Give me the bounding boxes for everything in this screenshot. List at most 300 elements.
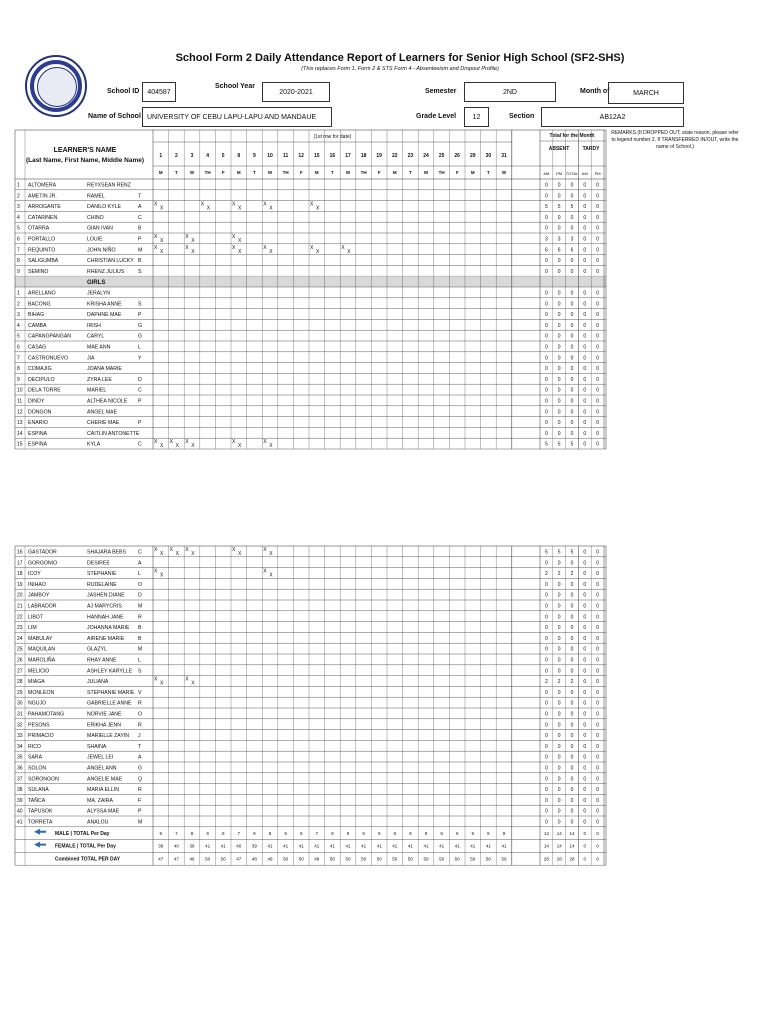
summary-value: 0 (596, 808, 599, 815)
row-number: 24 (17, 635, 23, 642)
summary-value: 0 (596, 268, 599, 275)
absent-mark-am: X (200, 201, 205, 208)
date-header: 25 (438, 153, 445, 159)
day-header: W (423, 170, 429, 175)
summary-value: 0 (583, 722, 587, 729)
absent-mark-pm: X (269, 248, 273, 255)
date-row-note: (1st row for date) (313, 134, 352, 140)
absent-mark-pm: X (316, 248, 320, 255)
female-total-sum: 14 (543, 843, 549, 849)
summary-value: 0 (557, 776, 561, 783)
boy-middle-initial: M (138, 247, 143, 254)
girl-middle-initial: Y (138, 355, 142, 362)
boy-last-name: SALIGUMBA (28, 258, 59, 265)
girl-last-name: DELA TORRE (28, 387, 61, 394)
row-number: 26 (17, 657, 23, 664)
female-total-value: 41 (439, 843, 445, 849)
boy-middle-initial: S (138, 268, 142, 275)
row-number: 7 (17, 355, 20, 362)
row-number: 36 (17, 765, 23, 772)
summary-value: 0 (570, 797, 574, 804)
summary-value: 0 (596, 409, 599, 416)
row-number: 37 (17, 776, 23, 783)
summary-value: 0 (583, 560, 587, 567)
summary-value: 0 (583, 236, 587, 243)
boy-last-name: CATARINEN (28, 214, 58, 221)
girl-last-name: LIM (28, 625, 37, 632)
summary-value: 5 (545, 441, 548, 448)
day-header: M (314, 170, 319, 175)
combined-total-value: 50 (470, 856, 476, 862)
summary-value: 0 (545, 776, 548, 783)
summary-value: 0 (557, 733, 561, 740)
form-title: School Form 2 Daily Attendance Report of Learners for Senior High School (SF2-SHS) (175, 52, 625, 64)
row-number: 6 (17, 344, 20, 351)
summary-value: 2 (545, 571, 548, 578)
summary-value: 0 (570, 398, 574, 405)
female-total-value: 41 (392, 843, 398, 849)
row-number: 1 (17, 290, 20, 297)
absent-mark-am: X (263, 201, 267, 208)
summary-value: 0 (557, 646, 561, 653)
day-header: TH (204, 170, 211, 175)
summary-value: 0 (557, 376, 561, 383)
girl-last-name: GORGONIO (28, 560, 58, 567)
male-total-value: 7 (175, 830, 178, 836)
summary-value: 5 (545, 549, 548, 556)
combined-total-value: 46 (189, 856, 195, 862)
girl-last-name: SOLON (28, 765, 47, 772)
summary-value: 0 (545, 743, 548, 750)
combined-total-sum: 0 (596, 856, 599, 862)
summary-value: 0 (557, 614, 561, 621)
row-number: 38 (17, 787, 23, 794)
summary-value: 0 (570, 420, 574, 427)
girl-first-name: RHAY ANNE (87, 657, 117, 664)
boy-first-name: LOUIE (87, 236, 103, 243)
day-header: M (236, 170, 241, 175)
male-total-value: 9 (221, 830, 225, 836)
absent-mark-pm: X (160, 572, 164, 579)
row-number: 17 (17, 560, 23, 567)
male-total-value: 7 (237, 830, 241, 836)
combined-total-value: 50 (454, 856, 460, 862)
girl-last-name: SARA (28, 754, 43, 761)
girl-last-name: SORONGON (28, 776, 59, 783)
absent-mark-pm: X (316, 205, 320, 212)
row-number: 3 (17, 312, 20, 319)
summary-value: 0 (545, 625, 548, 632)
summary-value: 0 (596, 560, 599, 567)
summary-value: 0 (583, 581, 587, 588)
summary-value: 0 (596, 290, 599, 297)
school-id-label: School ID (107, 88, 140, 95)
summary-value: 0 (545, 808, 548, 815)
summary-value: 0 (596, 787, 599, 794)
date-header: 12 (298, 153, 304, 159)
summary-value: 0 (557, 603, 561, 610)
summary-value: 0 (583, 301, 587, 308)
day-header: F (299, 170, 303, 175)
summary-value: 0 (570, 711, 574, 718)
summary-value: 0 (570, 409, 574, 416)
date-header: 26 (454, 153, 460, 159)
day-header: TH (360, 170, 367, 175)
boy-middle-initial: A (138, 204, 142, 211)
summary-value: 2 (570, 679, 574, 686)
row-number: 28 (17, 679, 23, 686)
boy-middle-initial: C (138, 214, 142, 221)
summary-value: 0 (570, 689, 574, 696)
absent-mark-pm: X (269, 551, 273, 557)
summary-value: 0 (557, 625, 561, 632)
summary-value: 0 (583, 646, 587, 653)
combined-total-value: 50 (205, 856, 211, 862)
summary-value: 0 (557, 420, 561, 427)
girl-last-name: CASAG (28, 344, 47, 351)
girl-last-name: RICO (28, 743, 41, 750)
summary-value: 0 (545, 312, 548, 319)
girl-middle-initial: M (138, 819, 143, 826)
girl-last-name: DINOY (28, 398, 45, 405)
section-label: Section (509, 113, 535, 120)
boy-last-name: PORTALLO (28, 236, 56, 243)
summary-value: 3 (545, 236, 548, 243)
girl-first-name: RUDELAINE (87, 581, 117, 588)
summary-value: 0 (545, 398, 548, 405)
summary-value: 0 (583, 571, 587, 578)
male-total-value: 9 (455, 830, 459, 836)
summary-value: 0 (545, 657, 548, 664)
male-total-value: 9 (440, 830, 443, 836)
male-total-sum: 14 (569, 830, 575, 836)
day-header: W (345, 170, 351, 175)
summary-value: 5 (570, 441, 574, 448)
summary-value: 0 (545, 560, 548, 567)
semester-label: Semester (425, 88, 457, 95)
girl-last-name: ESPINA (28, 430, 48, 437)
absent-mark-am: X (341, 244, 345, 251)
girl-last-name: CASTRONUEVO (28, 355, 69, 362)
date-header: 9 (253, 153, 256, 159)
summary-value: 0 (596, 182, 599, 189)
girl-first-name: KRISHA ANNE (87, 301, 122, 308)
combined-total-label: Combined TOTAL PER DAY (55, 856, 121, 863)
summary-value: 0 (596, 635, 599, 642)
date-header: 3 (190, 153, 194, 159)
summary-value: 0 (596, 376, 599, 383)
summary-value: 0 (570, 322, 574, 329)
learner-name-header: LEARNER'S NAME (53, 147, 117, 154)
absent-mark-am: X (310, 201, 314, 208)
row-number: 33 (17, 733, 23, 740)
girl-first-name: ASHLEY KARYLLE (87, 668, 133, 675)
boy-last-name: OTARRA (28, 225, 50, 232)
absent-mark-pm: X (191, 443, 195, 450)
girl-last-name: CAMBA (28, 322, 47, 329)
summary-value: 0 (545, 387, 548, 394)
summary-value: 0 (583, 635, 587, 642)
girl-middle-initial: M (138, 603, 143, 610)
month-field[interactable]: MARCH (608, 82, 684, 104)
boy-first-name: CHRISTIAN LUCKY (87, 258, 134, 265)
summary-value: 0 (596, 387, 599, 394)
girl-middle-initial: O (138, 581, 143, 588)
school-name-field[interactable]: UNIVERSITY OF CEBU LAPU-LAPU AND MANDAUE (142, 107, 332, 127)
summary-value: 0 (583, 398, 587, 405)
absent-mark-pm: X (269, 572, 273, 579)
summary-value: 0 (557, 743, 561, 750)
summary-value: 0 (596, 214, 599, 221)
absent-mark-pm: X (238, 248, 242, 255)
summary-value: 0 (545, 193, 548, 200)
female-total-sum: 0 (596, 843, 599, 849)
boy-middle-initial: T (138, 193, 142, 200)
school-year-field[interactable]: 2020-2021 (262, 82, 330, 102)
day-header: F (455, 170, 459, 175)
row-number: 6 (17, 236, 20, 243)
female-total-value: 41 (205, 843, 211, 849)
row-number: 16 (17, 549, 23, 556)
summary-value: 0 (557, 182, 561, 189)
girl-last-name: COMAJIG (28, 366, 52, 373)
summary-value: 0 (596, 247, 599, 254)
summary-value: 0 (583, 355, 587, 362)
summary-value: 0 (570, 787, 574, 794)
summary-value: 0 (570, 301, 574, 308)
row-number: 12 (17, 409, 23, 416)
girl-middle-initial: P (138, 312, 142, 319)
male-total-sum: 14 (543, 830, 549, 836)
summary-value: 5 (557, 204, 561, 211)
row-number: 39 (17, 797, 23, 804)
boy-last-name: SEMINO (28, 268, 49, 275)
summary-value: 0 (557, 430, 561, 437)
section-field[interactable]: AB12A2 (541, 107, 684, 127)
summary-value: 0 (583, 387, 587, 394)
school-name-label: Name of School (88, 113, 141, 120)
male-total-value: 8 (190, 830, 194, 836)
male-total-value: 9 (409, 830, 412, 836)
male-total-label: MALE | TOTAL Per Day (55, 830, 110, 837)
school-year-label: School Year (215, 83, 255, 90)
row-number: 31 (17, 711, 23, 718)
male-total-value: 7 (315, 830, 319, 836)
girl-first-name: MARIA ELLIN (87, 787, 120, 794)
girl-middle-initial: S (138, 301, 142, 308)
summary-value: 0 (570, 700, 574, 707)
summary-value: 0 (583, 819, 587, 826)
summary-value: 0 (596, 711, 599, 718)
absent-mark-am: X (185, 676, 189, 683)
summary-value: 0 (596, 204, 599, 211)
summary-value: 0 (570, 355, 574, 362)
male-total-value: 9 (206, 830, 209, 836)
combined-total-value: 50 (329, 856, 335, 862)
summary-value: 0 (596, 322, 599, 329)
girl-middle-initial: G (138, 765, 143, 772)
girl-last-name: DONGON (28, 409, 52, 416)
summary-value: 0 (545, 635, 548, 642)
girl-first-name: JERALYN (87, 290, 110, 297)
school-id-field[interactable]: 404587 (142, 82, 176, 102)
summary-value: 0 (583, 592, 587, 599)
summary-value: 0 (596, 646, 599, 653)
combined-total-value: 50 (439, 856, 445, 862)
day-header: M (392, 170, 397, 175)
combined-total-value: 47 (158, 856, 164, 862)
absent-mark-pm: X (191, 680, 195, 687)
summary-value: 0 (545, 754, 548, 761)
summary-value: 0 (583, 679, 587, 686)
male-total-value: 8 (268, 830, 272, 836)
female-total-value: 41 (267, 843, 273, 849)
absent-mark-pm: X (238, 205, 242, 212)
girl-middle-initial: L (138, 657, 141, 664)
date-header: 22 (392, 153, 398, 159)
summary-value: 0 (545, 214, 548, 221)
summary-value: 0 (570, 657, 574, 664)
row-number: 4 (17, 214, 20, 221)
absent-mark-am: X (154, 568, 158, 575)
row-number: 41 (17, 819, 23, 826)
absent-mark-am: X (185, 234, 189, 240)
summary-value: 0 (545, 668, 548, 675)
summary-value: 0 (545, 689, 548, 696)
row-number: 23 (17, 625, 23, 632)
summary-value: 0 (557, 344, 561, 351)
row-number: 19 (17, 581, 23, 588)
male-total-value: 9 (502, 830, 506, 836)
girl-last-name: GASTADOR (28, 549, 57, 556)
summary-value: 0 (545, 355, 548, 362)
summary-value: 0 (557, 290, 561, 297)
row-number: 7 (17, 247, 20, 254)
combined-total-sum: 28 (543, 856, 549, 862)
female-total-value: 41 (470, 843, 476, 849)
girl-middle-initial: S (138, 668, 142, 675)
girl-first-name: MA. ZAIRA (87, 797, 113, 804)
girl-middle-initial: G (138, 322, 143, 329)
summary-value: 3 (570, 236, 574, 243)
summary-value: 0 (596, 312, 599, 319)
girl-first-name: AJ MARYCRIS (87, 603, 122, 610)
summary-value: 0 (545, 787, 548, 794)
male-total-value: 9 (159, 830, 163, 836)
summary-value: 0 (596, 679, 599, 686)
row-number: 34 (17, 743, 23, 750)
row-number: 25 (17, 646, 23, 653)
female-total-value: 41 (345, 843, 351, 849)
female-total-value: 41 (298, 843, 304, 849)
summary-value: 0 (557, 592, 561, 599)
summary-value: 0 (596, 722, 599, 729)
semester-field[interactable]: 2ND (464, 82, 556, 102)
girl-middle-initial: C (138, 549, 142, 556)
summary-value: 0 (570, 733, 574, 740)
absent-mark-am: X (310, 244, 314, 251)
date-header: 10 (267, 153, 273, 159)
summary-value: 0 (596, 344, 599, 351)
summary-value: 0 (570, 214, 574, 221)
girl-first-name: ANGEL MAE (87, 409, 118, 416)
girl-last-name: MELICIO (28, 668, 50, 675)
combined-total-value: 50 (392, 856, 398, 862)
grade-level-label: Grade Level (416, 113, 457, 120)
summary-value: 0 (557, 668, 561, 675)
summary-value: 0 (570, 765, 574, 772)
summary-value: 5 (545, 204, 548, 211)
summary-value: 0 (545, 646, 548, 653)
day-header: W (501, 170, 507, 175)
girl-middle-initial: A (138, 754, 142, 761)
summary-value: 0 (545, 225, 548, 232)
summary-value: 6 (557, 247, 561, 254)
date-header: 4 (206, 153, 209, 159)
summary-value: 0 (545, 290, 548, 297)
absent-mark-am: X (263, 244, 267, 251)
summary-value: 0 (596, 193, 599, 200)
date-header: 15 (314, 153, 320, 159)
girl-first-name: STEPHANIE MARIE (87, 689, 135, 696)
male-total-value: 9 (362, 830, 365, 836)
summary-value: 0 (545, 700, 548, 707)
summary-value: 0 (596, 733, 599, 740)
male-total-sum: 14 (556, 830, 562, 836)
girl-middle-initial: M (138, 646, 143, 653)
grade-level-field[interactable]: 12 (464, 107, 489, 127)
absent-mark-pm: X (347, 248, 351, 255)
day-header: T (487, 170, 490, 175)
summary-subheader: PM (556, 171, 563, 176)
girl-middle-initial: J (138, 733, 141, 740)
summary-value: 0 (570, 754, 574, 761)
row-number: 21 (17, 603, 23, 610)
combined-total-sum: 0 (583, 856, 587, 862)
summary-value: 0 (596, 776, 599, 783)
date-header: 1 (159, 153, 163, 159)
combined-total-value: 50 (407, 856, 413, 862)
combined-total-sum: 28 (569, 856, 575, 862)
summary-value: 0 (557, 581, 561, 588)
total-month-header: Total for the Month (549, 133, 595, 139)
absent-mark-pm: X (238, 443, 242, 450)
summary-subheader: PM (594, 171, 601, 176)
girl-middle-initial: C (138, 441, 142, 448)
absent-mark-pm: X (191, 248, 195, 255)
summary-value: 0 (596, 571, 599, 578)
summary-value: 0 (570, 258, 574, 265)
day-header: TH (282, 170, 289, 175)
summary-value: 0 (596, 743, 599, 750)
summary-value: 0 (583, 268, 587, 275)
summary-value: 0 (596, 754, 599, 761)
date-header: 23 (407, 153, 414, 159)
girl-first-name: ALTHEA NICOLE (87, 398, 128, 405)
absent-mark-am: X (263, 547, 267, 553)
summary-value: 0 (583, 366, 587, 373)
absent-mark-am: X (154, 244, 158, 251)
female-total-value: 41 (485, 843, 491, 849)
combined-total-value: 50 (501, 856, 507, 862)
absent-mark-am: X (154, 201, 158, 208)
row-number: 11 (17, 398, 23, 405)
summary-value: 0 (570, 808, 574, 815)
girl-middle-initial: A (138, 560, 142, 567)
girl-last-name: MAQUILAN (28, 646, 56, 653)
row-number: 2 (17, 301, 20, 308)
summary-value: 0 (557, 409, 561, 416)
